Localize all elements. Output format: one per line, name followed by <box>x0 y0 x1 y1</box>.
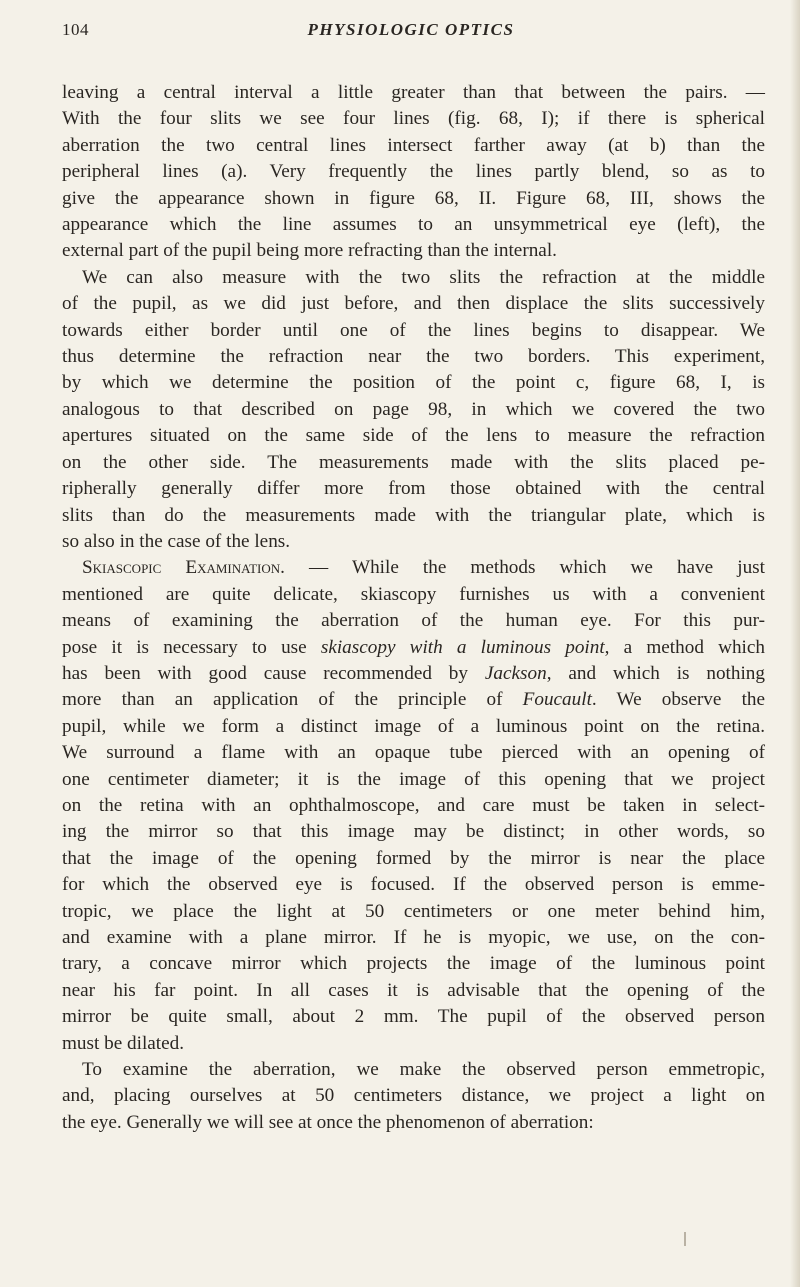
text-line <box>62 687 765 713</box>
text-line: towards either border until one of the lines begins to disappear. We <box>62 319 765 341</box>
text-line: ripherally generally differ more from those obtained with the central <box>62 478 765 500</box>
text-line: With the four slits we see four lines (fig. 68, I); if there is spherical <box>62 108 765 130</box>
text-line: aberration the two central lines intersect farther away (at b) than the <box>62 134 765 156</box>
text-line: ing the mirror so that this image may be distinct; in other words, so <box>62 821 765 843</box>
page-edge-shadow <box>790 0 800 1287</box>
text-line: that the image of the opening formed by the mirror is near the place <box>62 847 765 869</box>
text-line: external part of the pupil being more refracting than the internal. <box>62 240 557 262</box>
text-line: must be dilated. <box>62 1032 185 1054</box>
running-title: PHYSIOLOGIC OPTICS <box>307 20 515 39</box>
paragraph-2 <box>62 265 765 555</box>
scan-mark <box>684 1232 686 1246</box>
text-line: trary, a concave mirror which projects the image of the luminous point <box>62 953 765 975</box>
text-line: pupil, while we form a distinct image of a luminous point on the retina. <box>62 715 765 737</box>
text-line: near his far point. In all cases it is advisable that the opening of the <box>62 979 765 1001</box>
text-line: mentioned are quite delicate, skiascopy furnishes us with a convenient <box>62 583 765 605</box>
text-line <box>62 661 765 687</box>
text-line: leaving a central interval a little greater than that between the pairs. — <box>62 82 765 103</box>
text-line: by which we determine the position of the point c, figure 68, I, is <box>62 372 765 394</box>
text-run: . We observe the <box>591 689 766 711</box>
text-line: slits than do the measurements made with the triangular plate, which is <box>62 504 765 526</box>
running-header <box>62 20 760 50</box>
text-line: thus determine the refraction near the two borders. This experiment, <box>62 346 765 368</box>
italic-name: Jackson <box>484 662 547 684</box>
italic-term: skiascopy with a luminous point <box>320 636 605 658</box>
text-line: of the pupil, as we did just before, and then displace the slits successively <box>62 293 765 315</box>
text-line: We surround a flame with an opaque tube pierced with an opening of <box>62 742 765 764</box>
text-run: , and which is nothing <box>546 662 765 684</box>
text-run: — While the methods which we have just <box>284 557 765 579</box>
text-line: one centimeter diameter; it is the image of this opening that we project <box>62 768 765 790</box>
paragraph-3 <box>62 555 765 1057</box>
paragraph-4 <box>62 1057 765 1136</box>
text-line <box>62 555 765 581</box>
text-line: and, placing ourselves at 50 centimeters distance, we project a light on <box>62 1085 765 1107</box>
text-run: pose it is necessary to use <box>62 636 321 658</box>
text-line: mirror be quite small, about 2 mm. The pupil of the observed person <box>62 1006 765 1028</box>
text-line <box>62 635 765 661</box>
text-line: means of examining the aberration of the human eye. For this pur- <box>62 610 765 632</box>
text-run: more than an application of the principle of <box>62 689 523 711</box>
text-line: give the appearance shown in figure 68, II. Figure 68, III, shows the <box>62 187 765 209</box>
text-line: and examine with a plane mirror. If he is myopic, we use, on the con- <box>62 927 765 948</box>
text-line: To examine the aberration, we make the observed person emmetropic, <box>82 1059 765 1081</box>
text-line: appearance which the line assumes to an unsymmetrical eye (left), the <box>62 214 765 236</box>
text-run: has been with good cause recommended by <box>62 662 485 684</box>
text-line: tropic, we place the light at 50 centimeters or one meter behind him, <box>62 900 765 922</box>
section-heading: Skiascopic Examination. <box>82 557 285 579</box>
page-number: 104 <box>62 20 89 39</box>
paragraph-1 <box>62 80 765 265</box>
body-text <box>62 80 765 1136</box>
text-line: the eye. Generally we will see at once the phenomenon of aberration: <box>62 1111 594 1133</box>
text-line: peripheral lines (a). Very frequently the lines partly blend, so as to <box>62 161 765 183</box>
text-line: on the retina with an ophthalmoscope, and care must be taken in select- <box>62 794 765 816</box>
text-line: so also in the case of the lens. <box>62 530 291 552</box>
italic-name: Foucault <box>522 689 592 711</box>
text-line: analogous to that described on page 98, in which we covered the two <box>62 398 765 420</box>
text-line: for which the observed eye is focused. If the observed person is emme- <box>62 874 765 896</box>
text-line: apertures situated on the same side of the lens to measure the refraction <box>62 425 765 447</box>
text-line: on the other side. The measurements made with the slits placed pe- <box>62 451 765 473</box>
text-line: We can also measure with the two slits the refraction at the middle <box>82 266 765 288</box>
text-run: , a method which <box>604 636 765 658</box>
